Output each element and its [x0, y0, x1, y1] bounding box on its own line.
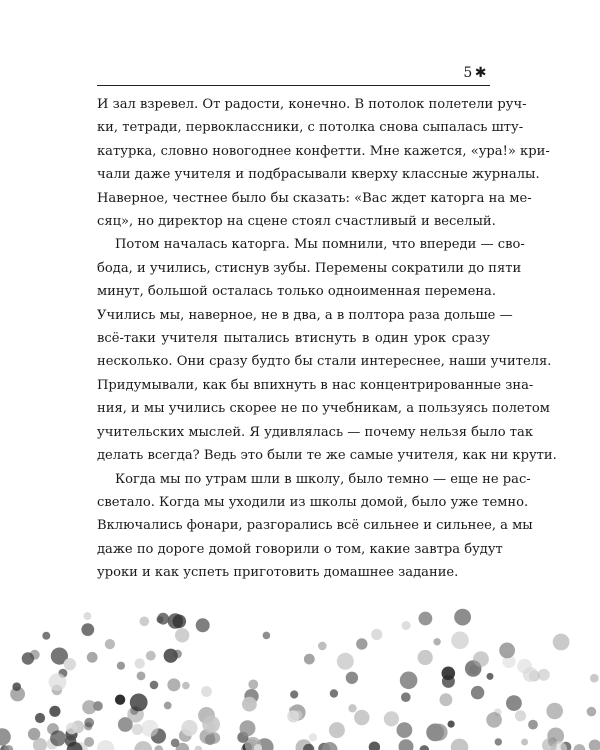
- confetti-dot: [49, 706, 60, 717]
- asterisk-ornament-icon: ✱: [474, 65, 487, 81]
- page-number-value: 5: [463, 65, 473, 81]
- text-line: чали даже учителя и подбрасывали кверху классные журналы.: [97, 167, 540, 183]
- text-line: уроки и как успеть приготовить домашнее задание.: [97, 565, 459, 581]
- confetti-dot: [369, 742, 380, 750]
- confetti-dot: [181, 720, 197, 736]
- confetti-dot: [399, 739, 414, 750]
- text-line: И зал взревел. От радости, конечно. В потолок полетели руч-: [97, 97, 527, 112]
- page-number: [463, 65, 487, 81]
- confetti-dot: [171, 739, 180, 748]
- confetti-dot: [528, 720, 538, 730]
- confetti-dot: [401, 692, 411, 702]
- confetti-dot: [304, 654, 315, 665]
- confetti-dot: [175, 628, 189, 642]
- text-line: сяц», но директор на сцене стоял счастливый и веселый.: [97, 214, 496, 230]
- text-line: Учились мы, наверное, не в два, а в полтора раза дольше —: [97, 307, 513, 323]
- text-line: бода, и учились, стиснув зубы. Перемены сократили до пяти: [97, 260, 522, 276]
- confetti-dot: [356, 638, 367, 649]
- text-line: даже по дороге домой говорили о том, какие завтра будут: [97, 541, 503, 557]
- confetti-dot: [587, 707, 597, 717]
- confetti-dot: [426, 724, 444, 742]
- confetti-dot: [309, 733, 317, 741]
- confetti-dot: [146, 651, 156, 661]
- confetti-dot: [205, 734, 216, 745]
- text-line: минут, большой осталась только одноименная перемена.: [97, 284, 497, 300]
- confetti-dot: [248, 680, 258, 690]
- confetti-dot: [418, 650, 433, 665]
- confetti-dot: [329, 722, 345, 738]
- confetti-dot: [346, 672, 358, 684]
- confetti-dot: [451, 739, 469, 750]
- confetti-dot: [348, 704, 356, 712]
- confetti-dot: [419, 612, 433, 626]
- confetti-dot: [433, 638, 440, 645]
- confetti-dot: [486, 712, 502, 728]
- confetti-dot: [134, 741, 152, 750]
- confetti-dot: [182, 682, 190, 690]
- confetti-dot: [506, 695, 522, 711]
- confetti-decoration: [0, 595, 600, 750]
- text-line: всё-таки учителя пытались втиснуть в один урок сразу: [97, 331, 490, 347]
- confetti-dot: [451, 632, 469, 650]
- confetti-dot: [290, 690, 298, 698]
- confetti-dot: [574, 744, 586, 750]
- confetti-dot: [318, 642, 327, 651]
- confetti-dot: [154, 745, 163, 750]
- confetti-dot: [487, 673, 494, 680]
- confetti-dot: [201, 686, 212, 697]
- confetti-dot: [141, 720, 158, 737]
- confetti-dot: [495, 738, 502, 745]
- confetti-dot: [454, 609, 471, 626]
- confetti-dot: [521, 739, 528, 746]
- confetti-dot: [84, 737, 94, 747]
- confetti-dot: [83, 612, 91, 620]
- confetti-dot: [42, 632, 50, 640]
- confetti-dot: [400, 672, 418, 690]
- confetti-dot: [22, 652, 34, 664]
- confetti-dot: [130, 694, 148, 712]
- text-line: делать всегда? Ведь это были те же самые учителя, как ни крути.: [97, 448, 557, 464]
- text-line: Наверное, честнее было бы сказать: «Вас ждет каторга на ме-: [97, 190, 532, 206]
- text-line: светало. Когда мы уходили из школы домой, было уже темно.: [97, 494, 529, 510]
- confetti-dot: [384, 711, 399, 726]
- confetti-dot: [105, 639, 115, 649]
- text-line: Придумывали, как бы впихнуть в нас концентрированные зна-: [97, 377, 534, 393]
- text-line: ки, тетради, первоклассники, с потолка снова сыпалась шту-: [97, 120, 524, 136]
- confetti-dot: [354, 710, 369, 725]
- confetti-dot: [87, 652, 98, 663]
- confetti-dot: [97, 740, 114, 750]
- confetti-dot: [420, 745, 430, 750]
- confetti-dot: [499, 643, 515, 659]
- body-text: [97, 93, 557, 585]
- confetti-dot: [202, 715, 220, 733]
- confetti-dot: [150, 681, 159, 690]
- confetti-dot: [337, 653, 354, 670]
- confetti-dot: [515, 710, 526, 721]
- text-line: Когда мы по утрам шли в школу, было темно — еще не рас-: [115, 471, 531, 487]
- confetti-dot: [590, 674, 599, 683]
- confetti-dot: [448, 721, 455, 728]
- confetti-dot: [240, 720, 256, 736]
- text-line: Потом началась каторга. Мы помнили, что впереди — сво-: [115, 237, 525, 253]
- confetti-dot: [263, 632, 271, 640]
- header-rule: [97, 85, 490, 86]
- confetti-dot: [473, 651, 489, 667]
- confetti-dot: [442, 667, 456, 681]
- confetti-dot: [471, 686, 484, 699]
- confetti-dot: [115, 695, 125, 705]
- confetti-dot: [140, 617, 150, 627]
- text-line: Включались фонари, разгорались всё сильнее и сильнее, а мы: [97, 518, 533, 534]
- confetti-dot: [137, 672, 146, 681]
- confetti-dot: [157, 613, 169, 625]
- confetti-dot: [196, 618, 210, 632]
- confetti-dot: [440, 693, 453, 706]
- confetti-dot: [66, 723, 78, 735]
- confetti-dot: [371, 629, 382, 640]
- confetti-dot: [35, 713, 45, 723]
- confetti-dot: [195, 746, 203, 750]
- confetti-dot: [546, 703, 563, 720]
- confetti-dot: [12, 682, 21, 691]
- confetti-dot: [167, 678, 180, 691]
- confetti-dot: [168, 613, 183, 628]
- confetti-dot: [81, 623, 94, 636]
- confetti-dot: [117, 662, 125, 670]
- confetti-dot: [64, 658, 76, 670]
- confetti-dot: [84, 718, 94, 728]
- confetti-dot: [132, 724, 143, 735]
- confetti-dot: [287, 710, 299, 722]
- text-line: ния, и мы учились скорее не по учебникам, а пользуясь полетом: [97, 401, 550, 417]
- confetti-dot: [397, 722, 413, 738]
- confetti-dot: [50, 730, 66, 746]
- confetti-dot: [173, 650, 182, 659]
- text-line: несколько. Они сразу будто бы стали интереснее, наши учителя.: [97, 354, 552, 370]
- confetti-dot: [553, 634, 570, 651]
- confetti-dot: [135, 658, 145, 668]
- confetti-dots: [0, 609, 600, 750]
- confetti-dot: [164, 702, 172, 710]
- confetti-dot: [0, 728, 11, 745]
- confetti-dot: [330, 689, 338, 697]
- confetti-dot: [402, 621, 411, 630]
- confetti-dot: [589, 740, 600, 750]
- confetti-dot: [242, 697, 257, 712]
- confetti-dot: [49, 673, 67, 691]
- text-line: катурка, словно новогоднее конфетти. Мне кажется, «ура!» кри-: [97, 143, 550, 159]
- confetti-dot: [523, 667, 538, 682]
- text-line: учительских мыслей. Я удивлялась — почему нельзя было так: [97, 424, 534, 440]
- confetti-dot: [82, 700, 96, 714]
